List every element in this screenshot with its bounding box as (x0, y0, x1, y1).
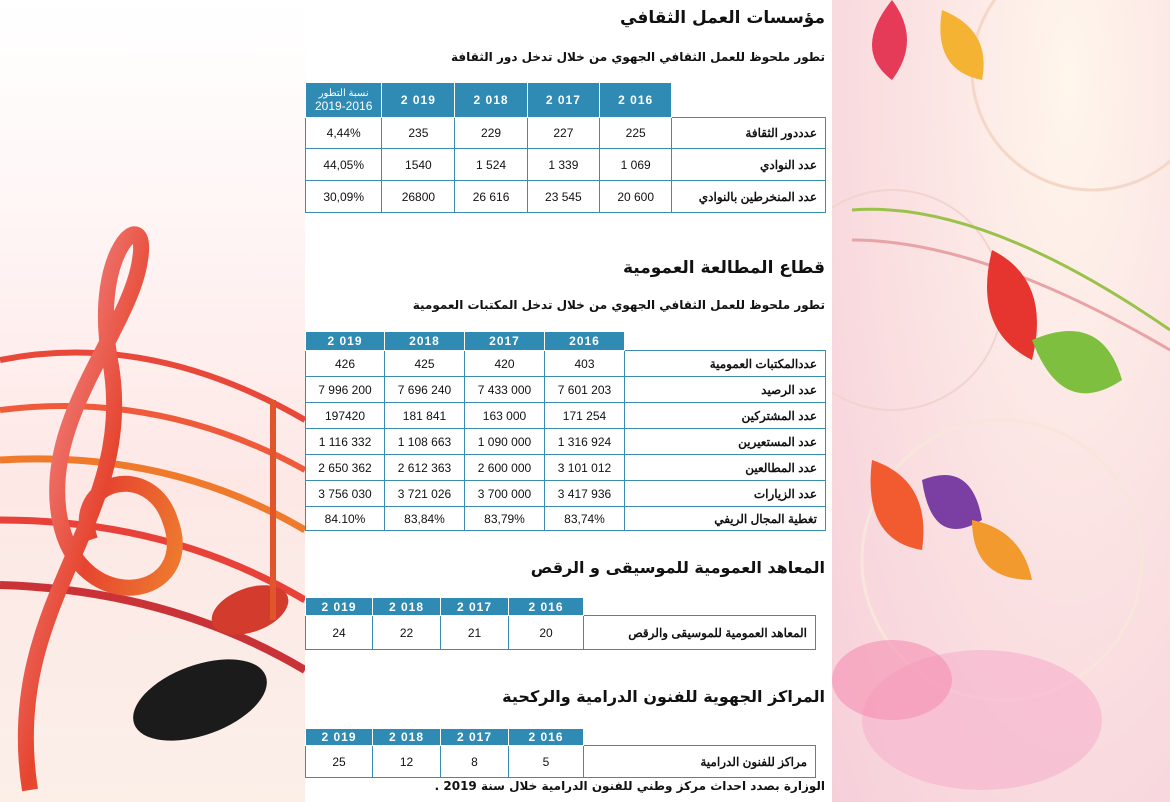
value-cell: 1 116 332 (306, 429, 385, 455)
value-cell: 3 721 026 (385, 481, 465, 507)
drama-centers-table (305, 728, 816, 778)
growth-header-line1: نسبة التطور (318, 88, 369, 99)
value-cell: 7 696 240 (385, 377, 465, 403)
value-cell: 24 (306, 616, 373, 650)
table-row (306, 429, 826, 455)
year-header: 2 019 (306, 332, 385, 351)
growth-rate-header (306, 83, 382, 118)
year-header: 2 018 (373, 729, 441, 746)
music-institutes-table (305, 597, 816, 650)
value-cell: 403 (545, 351, 625, 377)
public-libraries-table (305, 331, 826, 531)
table-row (306, 351, 826, 377)
value-cell: 2 650 362 (306, 455, 385, 481)
section-title-drama-centers: المراكز الجهوية للفنون الدرامية والركحية (502, 687, 825, 706)
value-cell: 163 000 (465, 403, 545, 429)
table-row (306, 118, 826, 149)
year-header: 2 018 (455, 83, 527, 118)
value-cell: 229 (455, 118, 527, 149)
table-row (306, 507, 826, 531)
header-blank-cell (584, 729, 816, 746)
row-label: مراكز للفنون الدرامية (584, 746, 816, 778)
growth-cell: 4,44% (306, 118, 382, 149)
value-cell: 7 601 203 (545, 377, 625, 403)
value-cell: 181 841 (385, 403, 465, 429)
value-cell: 83,79% (465, 507, 545, 531)
value-cell: 21 (441, 616, 509, 650)
section-title-music-institutes: المعاهد العمومية للموسيقى و الرقص (530, 558, 825, 577)
section-subtitle-cultural-houses: تطور ملحوظ للعمل الثقافي الجهوي من خلال تدخل دور الثقافة (450, 50, 825, 64)
value-cell: 1540 (382, 149, 455, 181)
value-cell: 1 069 (600, 149, 672, 181)
value-cell: 1 108 663 (385, 429, 465, 455)
row-label: عدد المستعيرين (625, 429, 826, 455)
table-row (306, 377, 826, 403)
value-cell: 420 (465, 351, 545, 377)
year-header: 2016 (545, 332, 625, 351)
table-row (306, 616, 816, 650)
footnote: الوزارة بصدد احداث مركز وطني للفنون الدرامية خلال سنة 2019 . (434, 779, 825, 793)
value-cell: 426 (306, 351, 385, 377)
row-label: عدد المطالعين (625, 455, 826, 481)
value-cell: 235 (382, 118, 455, 149)
value-cell: 23 545 (527, 181, 599, 213)
value-cell: 26 616 (455, 181, 527, 213)
table-row (306, 403, 826, 429)
year-header: 2 016 (600, 83, 672, 118)
cultural-houses-table (305, 82, 826, 213)
year-header: 2 017 (527, 83, 599, 118)
year-header: 2 017 (441, 729, 509, 746)
year-header: 2 016 (509, 598, 584, 616)
value-cell: 20 600 (600, 181, 672, 213)
value-cell: 1 316 924 (545, 429, 625, 455)
table-row (306, 149, 826, 181)
year-header: 2017 (465, 332, 545, 351)
section-title-public-reading: قطاع المطالعة العمومية (623, 258, 825, 278)
row-label: عدددور الثقافة (672, 118, 826, 149)
header-blank-cell (672, 83, 826, 118)
value-cell: 1 524 (455, 149, 527, 181)
year-header: 2 017 (441, 598, 509, 616)
value-cell: 3 417 936 (545, 481, 625, 507)
value-cell: 5 (509, 746, 584, 778)
table-row (306, 181, 826, 213)
header-blank-cell (584, 598, 816, 616)
row-label: عدد النوادي (672, 149, 826, 181)
value-cell: 3 756 030 (306, 481, 385, 507)
year-header: 2 018 (373, 598, 441, 616)
year-header: 2 019 (306, 598, 373, 616)
section-title-cultural-institutions: مؤسسات العمل الثقافي (620, 8, 825, 28)
value-cell: 22 (373, 616, 441, 650)
growth-cell: 44,05% (306, 149, 382, 181)
value-cell: 83,84% (385, 507, 465, 531)
value-cell: 227 (527, 118, 599, 149)
row-label: عدد المشتركين (625, 403, 826, 429)
value-cell: 425 (385, 351, 465, 377)
butterflies-illustration (832, 0, 1170, 802)
value-cell: 83,74% (545, 507, 625, 531)
growth-cell: 30,09% (306, 181, 382, 213)
value-cell: 2 600 000 (465, 455, 545, 481)
value-cell: 84.10% (306, 507, 385, 531)
decorative-music-background (0, 0, 305, 802)
value-cell: 171 254 (545, 403, 625, 429)
value-cell: 7 996 200 (306, 377, 385, 403)
value-cell: 225 (600, 118, 672, 149)
year-header: 2 019 (382, 83, 455, 118)
value-cell: 1 339 (527, 149, 599, 181)
row-label: تغطية المجال الريفي (625, 507, 826, 531)
value-cell: 12 (373, 746, 441, 778)
music-notes-illustration (0, 0, 305, 802)
table-row (306, 746, 816, 778)
value-cell: 26800 (382, 181, 455, 213)
table-row (306, 455, 826, 481)
row-label: المعاهد العمومية للموسيقى والرقص (584, 616, 816, 650)
value-cell: 20 (509, 616, 584, 650)
value-cell: 7 433 000 (465, 377, 545, 403)
value-cell: 2 612 363 (385, 455, 465, 481)
section-subtitle-public-libraries: تطور ملحوظ للعمل الثقافي الجهوي من خلال تدخل المكتبات العمومية (412, 298, 825, 312)
decorative-butterfly-background (832, 0, 1170, 802)
row-label: عدد الزيارات (625, 481, 826, 507)
growth-header-line2: 2019-2016 (314, 99, 373, 113)
value-cell: 8 (441, 746, 509, 778)
value-cell: 3 700 000 (465, 481, 545, 507)
value-cell: 1 090 000 (465, 429, 545, 455)
row-label: عدد المنخرطين بالنوادي (672, 181, 826, 213)
row-label: عددالمكتبات العمومية (625, 351, 826, 377)
value-cell: 197420 (306, 403, 385, 429)
year-header: 2 016 (509, 729, 584, 746)
value-cell: 25 (306, 746, 373, 778)
table-row (306, 481, 826, 507)
year-header: 2018 (385, 332, 465, 351)
value-cell: 3 101 012 (545, 455, 625, 481)
header-blank-cell (625, 332, 826, 351)
year-header: 2 019 (306, 729, 373, 746)
row-label: عدد الرصيد (625, 377, 826, 403)
